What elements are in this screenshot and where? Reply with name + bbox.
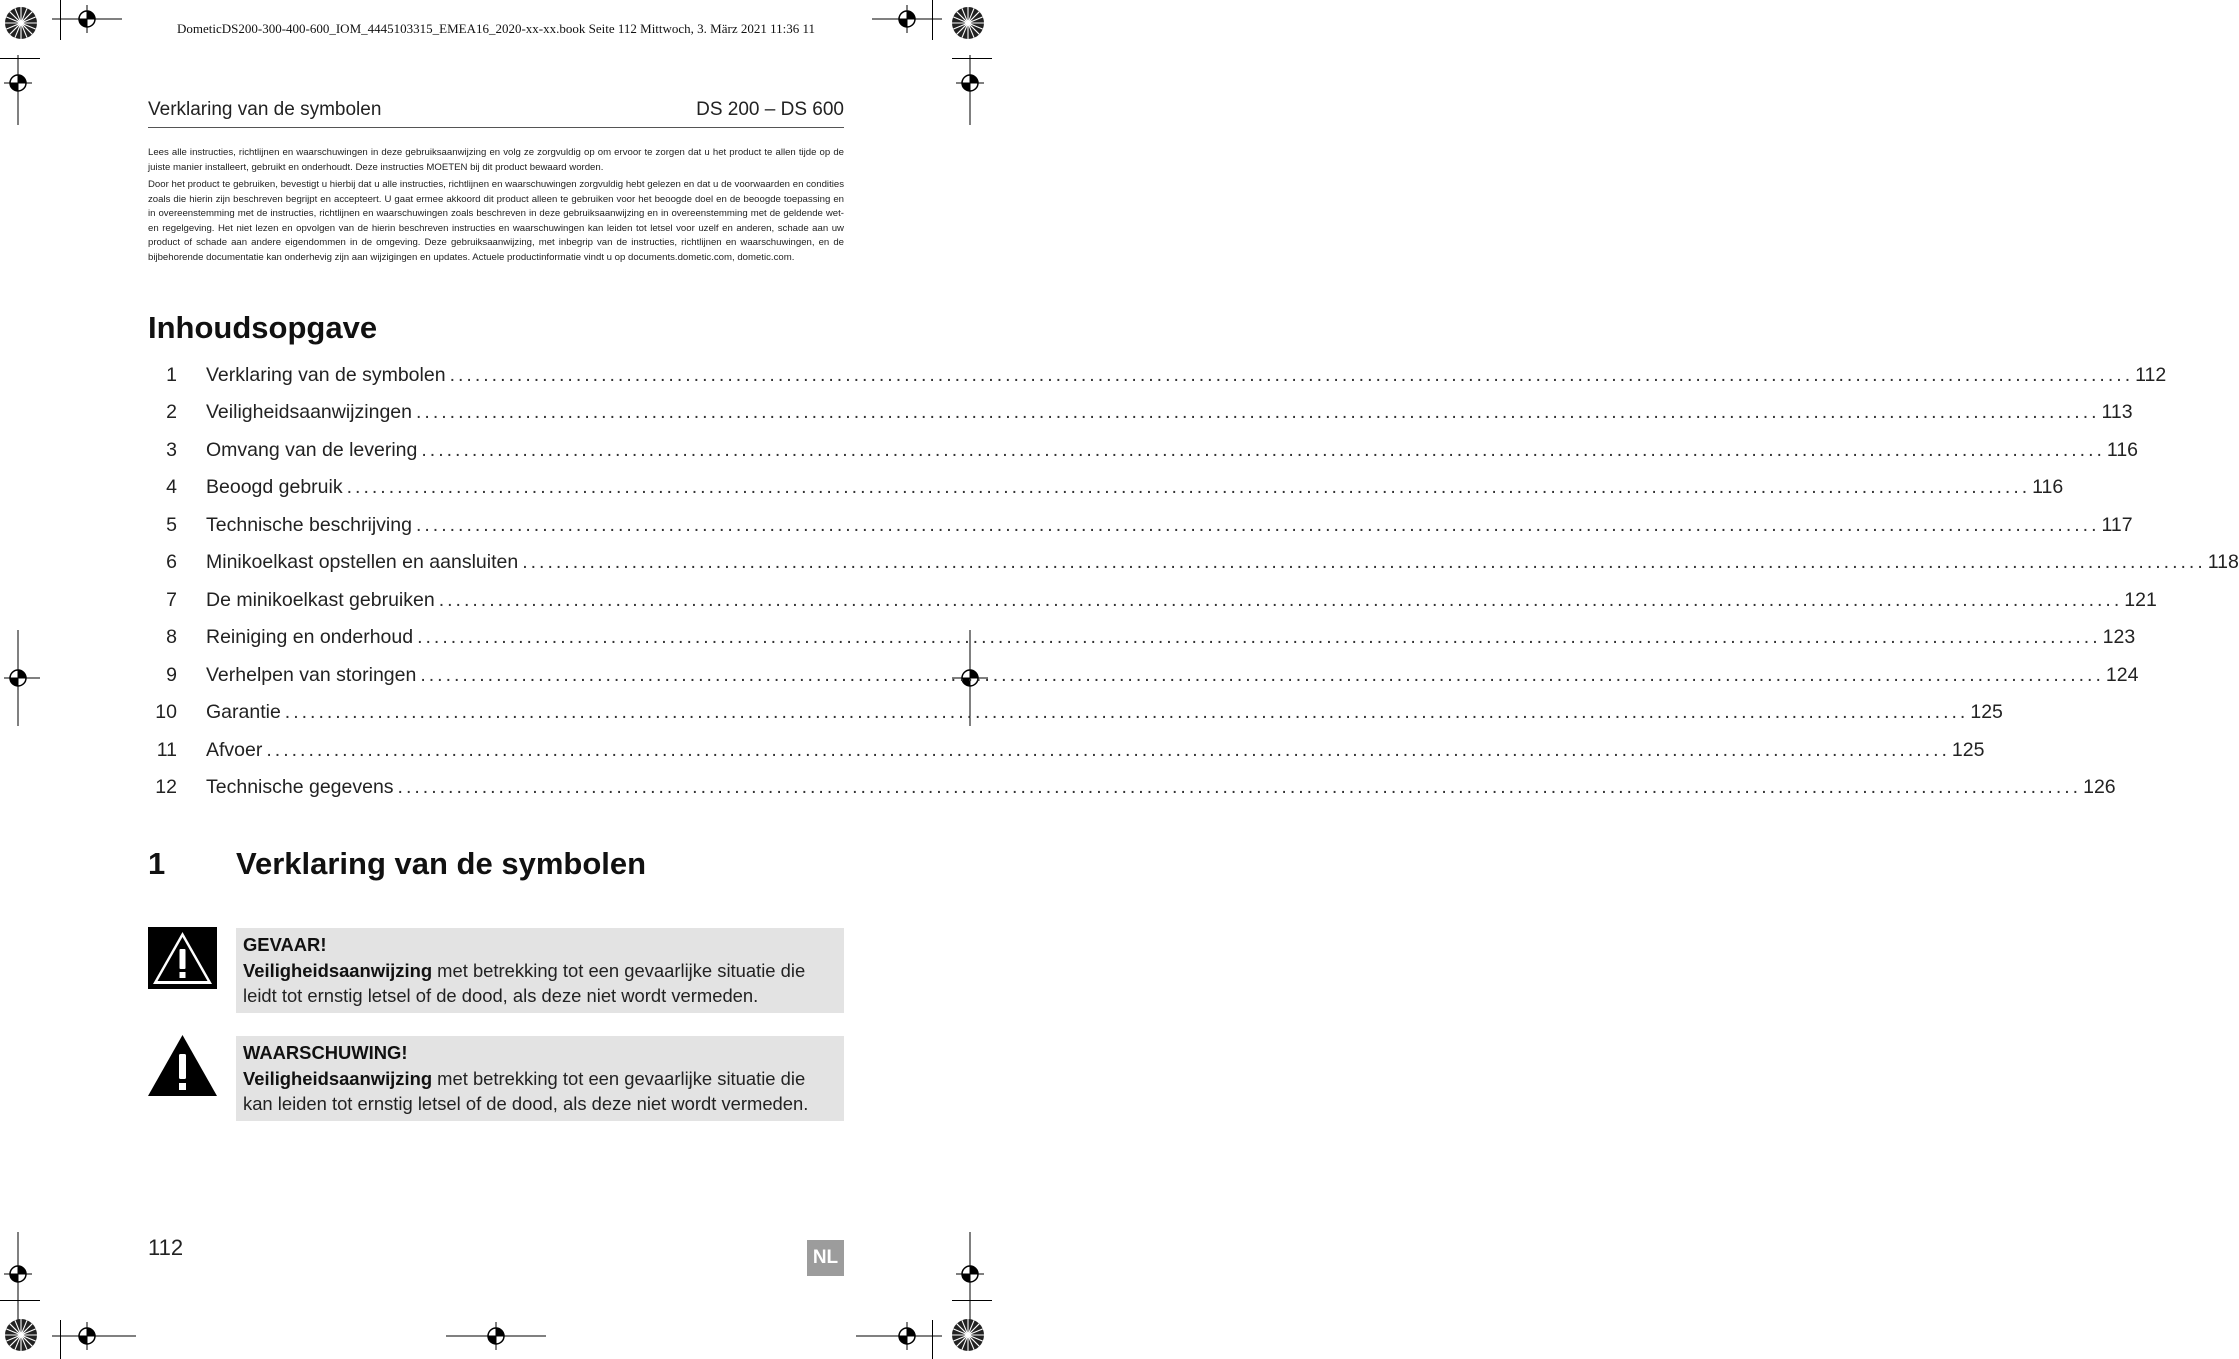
toc-entry-page: 113 xyxy=(2101,401,2133,423)
toc-leader-dots: ........................................................................................................................................................................................................ xyxy=(417,626,2101,648)
toc-entry[interactable] xyxy=(148,739,1985,769)
registration-mark-icon xyxy=(52,5,122,33)
toc-entry-title: Veiligheidsaanwijzingen xyxy=(206,401,412,423)
notice-signal-word: WAARSCHUWING! xyxy=(243,1042,408,1063)
toc-leader-dots: ........................................................................................................................................................................................................ xyxy=(421,439,2105,461)
registration-mark-icon xyxy=(856,1322,942,1350)
toc-entry[interactable] xyxy=(148,364,2167,394)
toc-entry-title: Verklaring van de symbolen xyxy=(206,364,446,386)
section-title: Verklaring van de symbolen xyxy=(236,846,647,881)
notice-signal-word: GEVAAR! xyxy=(243,934,327,955)
toc-entry[interactable] xyxy=(148,626,2136,656)
running-header-models: DS 200 – DS 600 xyxy=(696,99,844,120)
toc-leader-dots: ........................................................................................................................................................................................................ xyxy=(415,401,2100,423)
registration-mark-icon xyxy=(956,1232,984,1322)
toc-leader-dots: ........................................................................................................................................................................................................ xyxy=(346,476,2031,498)
registration-mark-icon xyxy=(446,1322,546,1350)
toc-entry-page: 112 xyxy=(2135,364,2167,386)
toc-leader-dots: ........................................................................................................................................................................................................ xyxy=(449,364,2134,386)
toc-entry-title: Minikoelkast opstellen en aansluiten xyxy=(206,551,519,573)
toc-entry-title: Technische beschrijving xyxy=(206,514,412,536)
toc-leader-dots: ........................................................................................................................................................................................................ xyxy=(522,551,2206,573)
notice-text xyxy=(243,1066,836,1117)
toc-entry[interactable] xyxy=(148,551,2239,581)
toc-entry-title: Technische gegevens xyxy=(206,776,394,798)
running-header-section: Verklaring van de symbolen xyxy=(148,99,382,120)
section-number: 1 xyxy=(148,846,166,881)
toc-entry-number: 12 xyxy=(155,776,177,798)
notice-body: met betrekking tot een gevaarlijke situatie die leidt tot ernstig letsel of de dood, als deze niet wordt vermeden. xyxy=(243,959,806,1006)
toc-leader-dots: ........................................................................................................................................................................................................ xyxy=(284,701,1969,723)
toc-entry-title: De minikoelkast gebruiken xyxy=(206,589,435,611)
toc-entry-number: 4 xyxy=(166,476,177,498)
toc-leader-dots: ........................................................................................................................................................................................................ xyxy=(438,589,2123,611)
toc-entry-title: Garantie xyxy=(206,701,281,723)
notice-body: met betrekking tot een gevaarlijke situatie die kan leiden tot ernstig letsel of de dood, als deze niet wordt vermeden. xyxy=(243,1067,809,1114)
language-tab: NL xyxy=(807,1240,844,1276)
warning-notice xyxy=(236,1036,844,1121)
registration-mark-icon xyxy=(872,5,942,33)
toc-entry-number: 7 xyxy=(166,589,177,611)
toc-entry-page: 125 xyxy=(1970,701,2003,723)
toc-entry-page: 116 xyxy=(2106,439,2139,461)
toc-entry-number: 2 xyxy=(166,401,177,423)
registration-mark-icon xyxy=(4,630,40,726)
print-slug: DometicDS200-300-400-600_IOM_4445103315_EMEA16_2020-xx-xx.book Seite 112 Mittwoch, 3. März 2021 11:36 11 xyxy=(176,21,816,36)
color-rosette-icon xyxy=(951,6,985,40)
toc-entry-page: 116 xyxy=(2032,476,2064,498)
toc-entry-number: 8 xyxy=(166,626,177,648)
danger-notice xyxy=(236,928,844,1013)
registration-mark-icon xyxy=(956,55,984,125)
toc-entry-number: 1 xyxy=(166,364,177,386)
page-number: 112 xyxy=(148,1235,184,1260)
intro-paragraph: Door het product te gebruiken, bevestigt u hierbij dat u alle instructies, richtlijnen en waarschuwingen zorgvuldig hebt gelezen en dat u de voorwaarden en condities zoals die hierin zijn beschreven begrijpt en accepteert. U gaat ermee akkoord dit product alleen te gebruiken voor het beoogde doel en de beoogde toepassing en in overeenstemming met de instructies, richtlijnen en waarschuwingen zoals beschreven in deze gebruiksaanwijzing en in overeenstemming met de geldende wet- en regelgeving. Het niet lezen en opvolgen van de hierin beschreven instructies en waarschuwingen kan leiden tot letsel voor uzelf en anderen, schade aan uw product of schade aan andere eigendommen in de omgeving. Deze gebruiksaanwijzing, met inbegrip van de instructies, richtlijnen en waarschuwingen, en de bijbehorende documentatie kan onderhevig zijn aan wijzigingen en updates. Actuele productinformatie vindt u op documents.dometic.com, dometic.com. xyxy=(148,179,844,263)
toc-entry-title: Afvoer xyxy=(206,739,263,761)
toc-entry-number: 10 xyxy=(155,701,177,723)
toc-entry[interactable] xyxy=(148,776,2116,806)
toc-entry[interactable] xyxy=(148,701,2003,731)
toc-entry-page: 118 xyxy=(2207,551,2239,573)
toc-leader-dots: ........................................................................................................................................................................................................ xyxy=(415,514,2100,536)
toc-entry-number: 11 xyxy=(156,739,177,761)
toc-leader-dots: ........................................................................................................................................................................................................ xyxy=(266,739,1950,761)
notice-text xyxy=(243,958,836,1009)
toc-entry-number: 6 xyxy=(166,551,177,573)
toc-entry-page: 123 xyxy=(2102,626,2136,648)
header-rule xyxy=(148,127,844,128)
toc-entry-page: 124 xyxy=(2105,664,2139,686)
toc-entry-title: Verhelpen van storingen xyxy=(206,664,417,686)
toc-entry-number: 3 xyxy=(166,439,177,461)
toc-entry-title: Reiniging en onderhoud xyxy=(206,626,414,648)
registration-mark-icon xyxy=(4,55,32,125)
toc-leader-dots: ........................................................................................................................................................................................................ xyxy=(397,776,2082,798)
notice-lead: Veiligheidsaanwijzing xyxy=(243,1067,433,1089)
toc-entry[interactable] xyxy=(148,589,2157,619)
toc-entry[interactable] xyxy=(148,514,2133,544)
toc-entry-number: 5 xyxy=(166,514,177,536)
toc-entry-page: 117 xyxy=(2101,514,2133,536)
registration-mark-icon xyxy=(4,1232,32,1322)
color-rosette-icon xyxy=(4,6,38,40)
toc-entry[interactable] xyxy=(148,401,2133,431)
toc-entry-title: Beoogd gebruik xyxy=(206,476,343,498)
toc-entry[interactable] xyxy=(148,439,2139,469)
color-rosette-icon xyxy=(4,1318,38,1352)
toc-entry-page: 121 xyxy=(2124,589,2157,611)
toc-entry-number: 9 xyxy=(166,664,177,686)
danger-warning-sign-icon xyxy=(148,927,217,989)
notice-lead: Veiligheidsaanwijzing xyxy=(243,959,433,981)
toc-entry-page: 125 xyxy=(1951,739,1985,761)
toc-entry-title: Omvang van de levering xyxy=(206,439,418,461)
toc-entry-page: 126 xyxy=(2083,776,2116,798)
warning-triangle-icon xyxy=(147,1034,218,1097)
toc-leader-dots: ........................................................................................................................................................................................................ xyxy=(420,664,2104,686)
intro-paragraph: Lees alle instructies, richtlijnen en waarschuwingen in deze gebruiksaanwijzing en volg ze zorgvuldig op om ervoor te zorgen dat u het product te allen tijde op de juiste manier installeert, gebruikt en onderhoudt. Deze instructies MOETEN bij dit product bewaard worden. xyxy=(148,147,844,173)
toc-entry[interactable] xyxy=(148,476,2064,506)
toc-title: Inhoudsopgave xyxy=(148,310,378,345)
toc-entry[interactable] xyxy=(148,664,2139,694)
registration-mark-icon xyxy=(52,1322,136,1350)
color-rosette-icon xyxy=(951,1318,985,1352)
